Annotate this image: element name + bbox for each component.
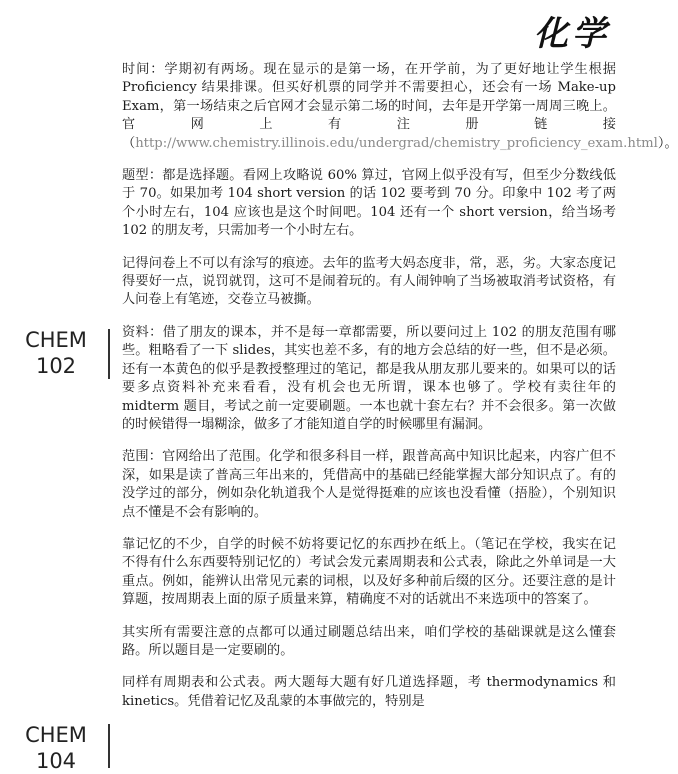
article-body [122, 61, 678, 725]
tag-divider [108, 329, 110, 379]
tag-divider [108, 724, 110, 768]
course-tag-chem-104 [10, 722, 110, 774]
course-tag-subject: CHEM [25, 723, 87, 747]
paragraph-format: 题型：都是选择题。看网上攻略说 60% 算过，官网上似乎没有写，但至少分数线低于 70。如果加考 104 short version 的话 102 要考到 70 分。印象中 102 考了两个小时左右，104 应该也是这个时间吧。104 还有一个 short version，给当场考 102 的朋友考，只需加考一个小时左右。 [122, 168, 616, 239]
course-tag-number: 102 [35, 354, 77, 378]
registration-link[interactable]: http://www.chemistry.illinois.edu/undergrad/chemistry_proficiency_exam.html [135, 135, 658, 151]
paragraph-materials: 资料：借了朋友的课本，并不是每一章都需要，所以要问过上 102 的朋友范围有哪些。粗略看了一下 slides，其实也差不多，有的地方会总结的好一些，但不是必须。还有一本黄色的似乎是教授整理过的笔记，都是我从朋友那儿要来的。如果可以的话要多点资料补充来看看，没有机会也无所谓，课本也够了。学校有卖往年的 midterm 题目，考试之前一定要刷题。一本也就十套左右？并不会很多。第一次做的时候错得一塌糊涂，做多了才能知道自学的时候哪里有漏洞。 [122, 324, 616, 432]
paragraph-text: ）。 [657, 135, 678, 151]
paragraph-summary: 其实所有需要注意的点都可以通过刷题总结出来，咱们学校的基础课就是这么懂套路。所以题目是一定要刷的。 [122, 624, 616, 658]
paragraph-scope: 范围：官网给出了范围。化学和很多科目一样，跟普高高中知识比起来，内容广但不深，如果是读了普高三年出来的，凭借高中的基础已经能掌握大部分知识点了。有的没学过的部分，例如杂化轨道我个人是觉得挺难的应该也没看懂（捂脸），个别知识点不懂是不会有影响的。 [122, 449, 616, 520]
paragraph-rules: 记得问卷上不可以有涂写的痕迹。去年的监考大妈态度非，常，恶，劣。大家态度记得要好一点，说罚就罚，这可不是闹着玩的。有人闹钟响了当场被取消考试资格，有人问卷上有笔迹，交卷立马被撕。 [122, 255, 616, 308]
paragraph-memorization: 靠记忆的不少，自学的时候不妨将要记忆的东西抄在纸上。（笔记在学校，我实在记不得有什么东西要特别记忆的）考试会发元素周期表和公式表，除此之外单词是一大重点。例如，能辨认出常见元素的词根，以及好多种前后缀的区分。还要注意的是计算题，按周期表上面的原子质量来算，精确度不对的话就出不来选项中的答案了。 [122, 536, 616, 608]
paragraph-chem-104: 同样有周期表和公式表。两大题每大题有好几道选择题，考 thermodynamics 和 kinetics。凭借着记忆及乱蒙的本事做完的，特别是 [122, 675, 616, 709]
course-tag-chem-102 [10, 327, 110, 379]
page-title: 化学 [534, 14, 610, 54]
paragraph-time [122, 61, 678, 153]
course-tag-number: 104 [35, 749, 77, 773]
course-tag-subject: CHEM [25, 328, 87, 352]
paragraph-text: 时间：学期初有两场。现在显示的是第一场，在开学前，为了更好地让学生根据 Proficiency 结果排课。但买好机票的同学并不需要担心，还会有一场 Make-up Exam，第一场结束之后官网才会显示第二场的时间，去年是开学第一周周三晚上。官网上有注册链接（ [122, 62, 616, 151]
